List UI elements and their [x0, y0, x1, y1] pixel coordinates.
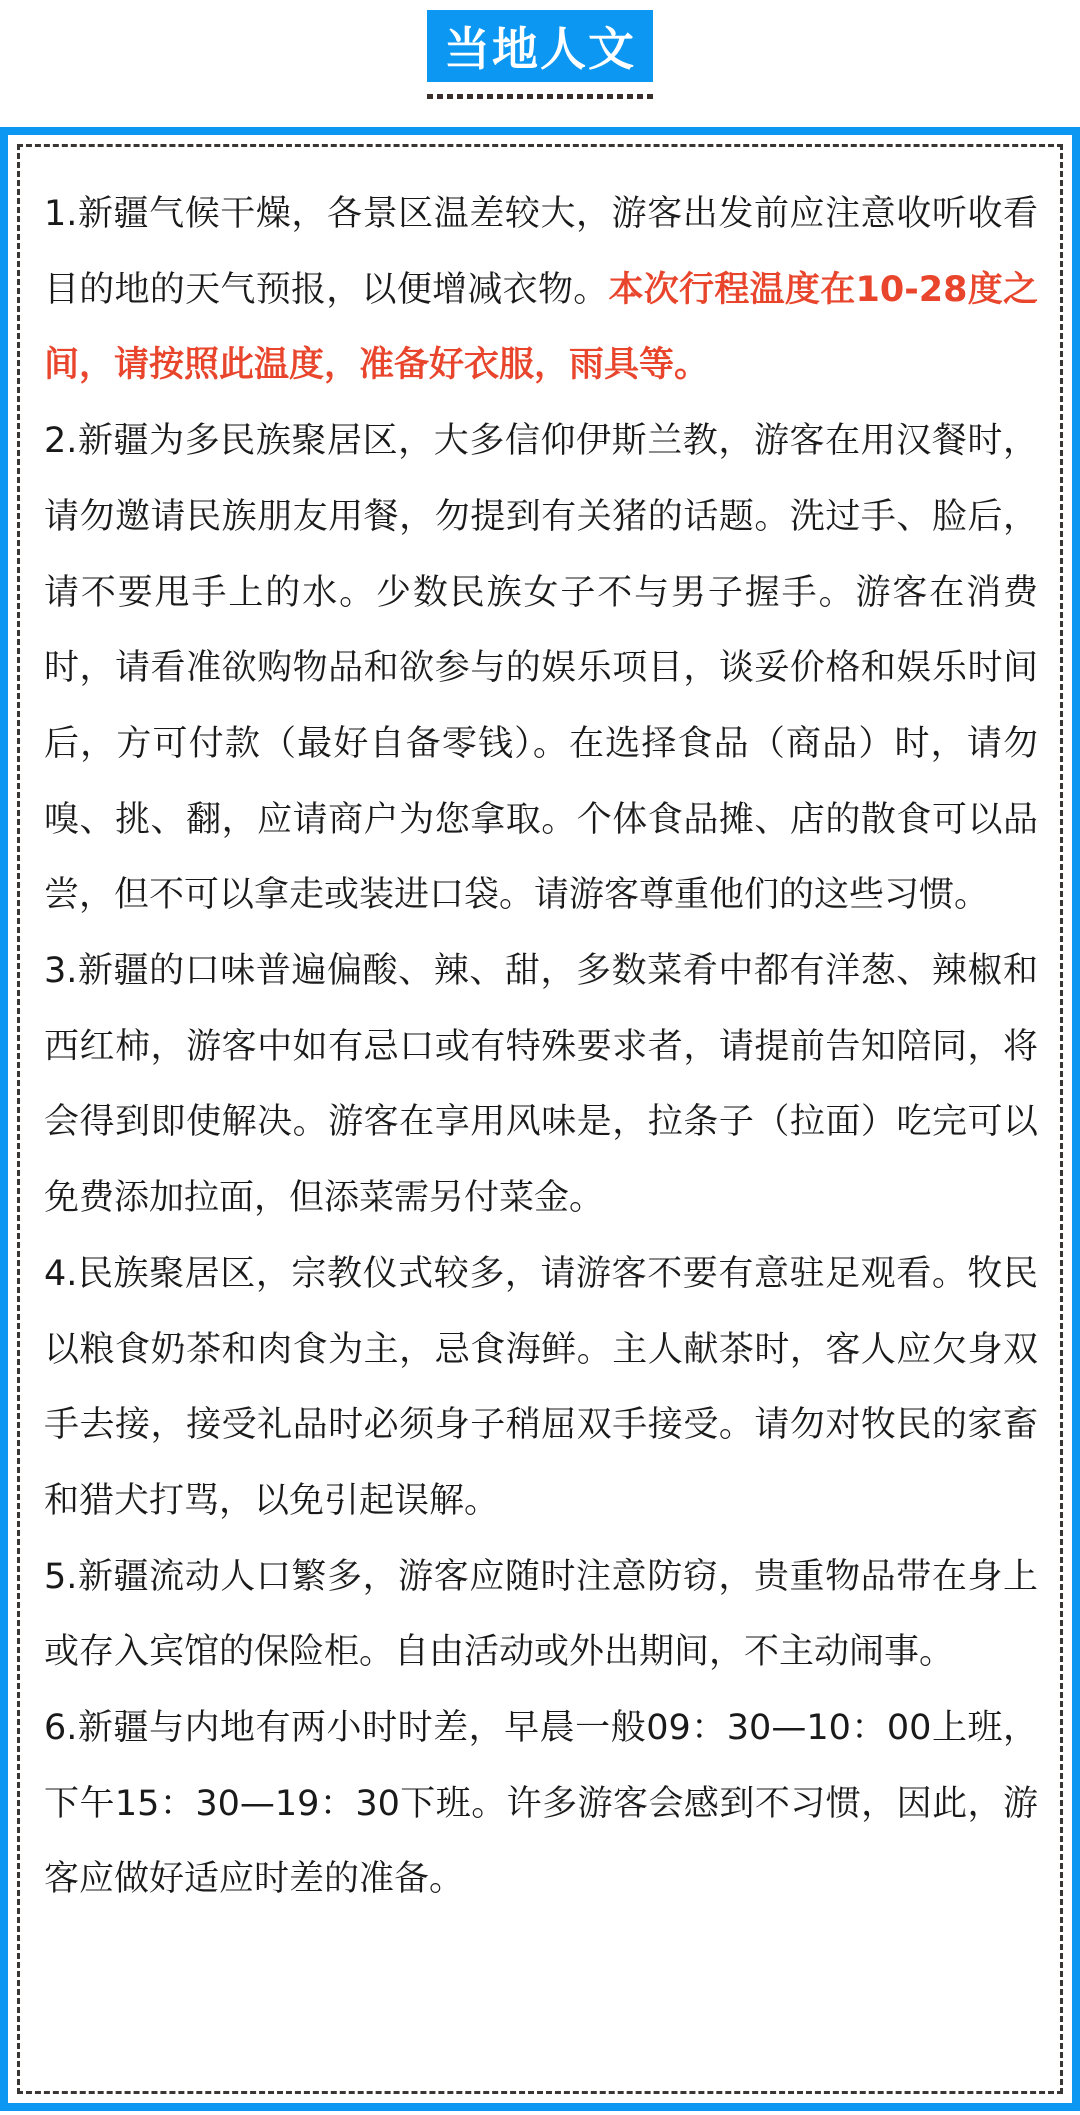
tip-highlight: 本次行程温度在10-28度之间，请按照此温度，准备好衣服，雨具等。 — [44, 269, 1038, 386]
tip-item-3 — [44, 934, 1038, 1237]
tip-item-2 — [44, 404, 1038, 934]
tip-item-5 — [44, 1540, 1038, 1691]
tip-text: 4.民族聚居区，宗教仪式较多，请游客不要有意驻足观看。牧民以粮食奶茶和肉食为主，忌食海鲜。主人献茶时，客人应欠身双手去接，接受礼品时必须身子稍屈双手接受。请勿对牧民的家畜和猎犬打骂，以免引起误解。 — [44, 1253, 1038, 1521]
tip-text: 3.新疆的口味普遍偏酸、辣、甜，多数菜肴中都有洋葱、辣椒和西红柿，游客中如有忌口或有特殊要求者，请提前告知陪同，将会得到即使解决。游客在享用风味是，拉条子（拉面）吃完可以免费添加拉面，但添菜需另付菜金。 — [44, 951, 1038, 1219]
tip-text: 6.新疆与内地有两小时时差，早晨一般09：30—10：00上班，下午15：30—19：30下班。许多游客会感到不习惯，因此，游客应做好适应时差的准备。 — [44, 1708, 1038, 1900]
tip-text: 2.新疆为多民族聚居区，大多信仰伊斯兰教，游客在用汉餐时，请勿邀请民族朋友用餐，勿提到有关猪的话题。洗过手、脸后，请不要甩手上的水。少数民族女子不与男子握手。游客在消费时，请看准欲购物品和欲参与的娱乐项目，谈妥价格和娱乐时间后，方可付款（最好自备零钱）。在选择食品（商品）时，请勿嗅、挑、翻，应请商户为您拿取。个体食品摊、店的散食可以品尝，但不可以拿走或装进口袋。请游客尊重他们的这些习惯。 — [44, 421, 1038, 916]
tips-list — [44, 177, 1038, 1918]
tip-text: 5.新疆流动人口繁多，游客应随时注意防窃，贵重物品带在身上或存入宾馆的保险柜。自由活动或外出期间，不主动闹事。 — [44, 1556, 1038, 1673]
tip-item-4 — [44, 1237, 1038, 1540]
tip-item-1 — [44, 177, 1038, 404]
tip-text: 1.新疆气候干燥，各景区温差较大，游客出发前应注意收听收看目的地的天气预报，以便增减衣物。 — [44, 194, 1038, 310]
tip-item-6 — [44, 1691, 1038, 1918]
title-dotted-underline — [427, 94, 653, 99]
content-frame — [0, 127, 1080, 2111]
section-title — [427, 10, 653, 82]
section-title-text: 当地人文 — [444, 22, 636, 76]
